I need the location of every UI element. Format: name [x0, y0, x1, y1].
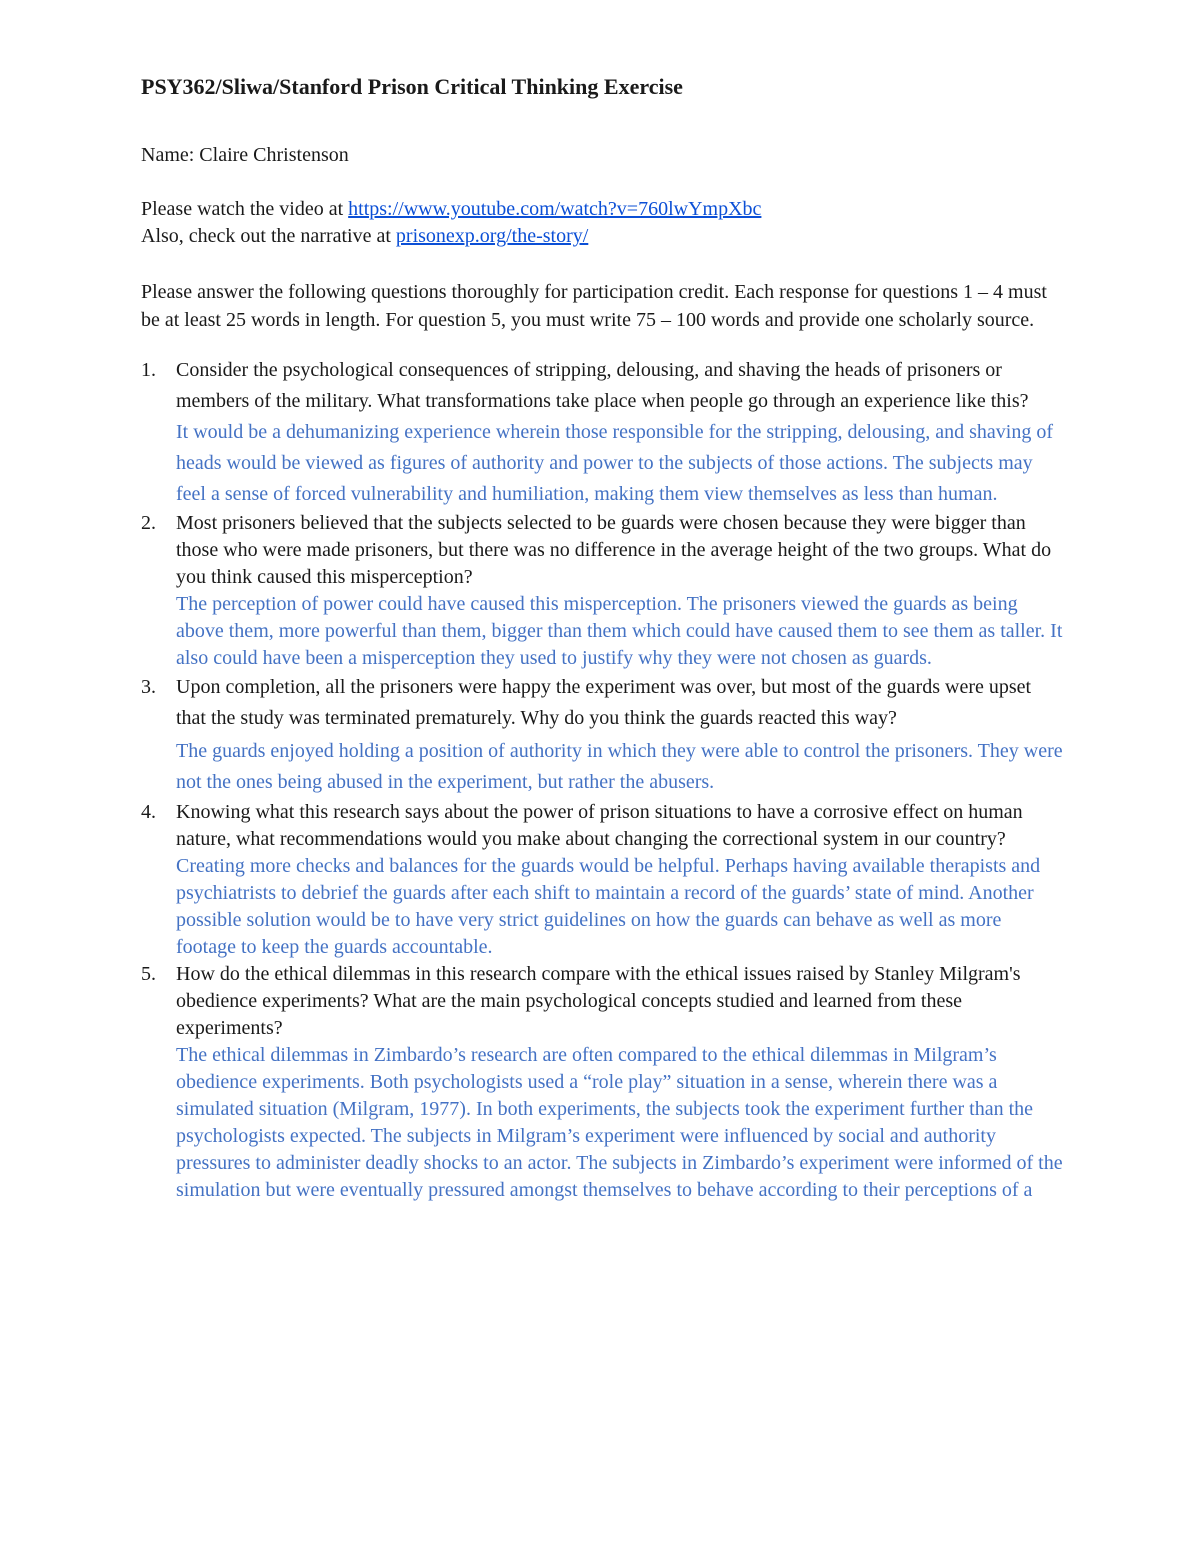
question-number: 5.	[141, 963, 156, 985]
question-item-5	[141, 961, 1066, 1204]
answer-text: The perception of power could have caused this misperception. The prisoners viewed the guards as being above them, more powerful than them, bigger than them which could have caused them to see them as taller. It also could have been a misperception they used to justify why they were not chosen as guards.	[176, 593, 1063, 669]
question-item-2	[141, 510, 1066, 672]
answer-text: It would be a dehumanizing experience wherein those responsible for the stripping, delousing, and shaving of heads would be viewed as figures of authority and power to the subjects of those actions. The subjects may feel a sense of forced vulnerability and humiliation, making them view themselves as less than human.	[176, 421, 1053, 505]
question-item-1	[141, 355, 1066, 510]
narrative-line	[141, 223, 1066, 250]
question-number: 4.	[141, 801, 156, 823]
instructions-paragraph: Please answer the following questions thoroughly for participation credit. Each response for questions 1 – 4 must be at least 25 words in length. For question 5, you must write 75 – 100 words and provide one scholarly source.	[141, 281, 1047, 331]
question-item-4	[141, 799, 1066, 961]
answer-text: Creating more checks and balances for the guards would be helpful. Perhaps having available therapists and psychiatrists to debrief the guards after each shift to maintain a record of the guards’ state of mind. Another possible solution would be to have very strict guidelines on how the guards can behave as well as more footage to keep the guards accountable.	[176, 855, 1041, 958]
video-prefix: Please watch the video at	[141, 198, 349, 220]
video-link[interactable]: https://www.youtube.com/watch?v=760lwYmpXbc	[348, 198, 762, 220]
narrative-link[interactable]: prisonexp.org/the-story/	[395, 225, 589, 247]
question-list	[141, 355, 1066, 1204]
resource-links	[141, 196, 1066, 250]
question-text: Knowing what this research says about the power of prison situations to have a corrosive effect on human nature, what recommendations would you make about changing the correctional system in our country?	[176, 801, 1023, 850]
question-number: 2.	[141, 512, 156, 534]
narrative-prefix: Also, check out the narrative at	[141, 225, 396, 247]
document-title: PSY362/Sliwa/Stanford Prison Critical Thinking Exercise	[141, 74, 683, 99]
document-page	[141, 72, 1066, 1204]
question-number: 3.	[141, 676, 156, 698]
question-item-3	[141, 672, 1066, 798]
question-text: Most prisoners believed that the subjects selected to be guards were chosen because they were bigger than those who were made prisoners, but there was no difference in the average height of the two groups. What do you think caused this misperception?	[176, 512, 1052, 588]
answer-text: The guards enjoyed holding a position of authority in which they were able to control the prisoners. They were not the ones being abused in the experiment, but rather the abusers.	[176, 740, 1063, 793]
answer-text: The ethical dilemmas in Zimbardo’s research are often compared to the ethical dilemmas in Milgram’s obedience experiments. Both psychologists used a “role play” situation in a sense, wherein there was a simulated situation (Milgram, 1977). In both experiments, the subjects took the experiment further than the psychologists expected. The subjects in Milgram’s experiment were influenced by social and authority pressures to administer deadly shocks to an actor. The subjects in Zimbardo’s experiment were informed of the simulation but were eventually pressured amongst themselves to behave according to their perceptions of a	[176, 1044, 1063, 1201]
video-line	[141, 196, 1066, 223]
question-text: Consider the psychological consequences of stripping, delousing, and shaving the heads of prisoners or members of the military. What transformations take place when people go through an experience like this?	[176, 359, 1029, 412]
student-name-line: Name: Claire Christenson	[141, 144, 349, 166]
question-number: 1.	[141, 359, 156, 381]
question-text: Upon completion, all the prisoners were happy the experiment was over, but most of the guards were upset that the study was terminated prematurely. Why do you think the guards reacted this way?	[176, 676, 1032, 729]
question-text: How do the ethical dilemmas in this research compare with the ethical issues raised by Stanley Milgram's obedience experiments? What are the main psychological concepts studied and learned from these experiments?	[176, 963, 1021, 1039]
